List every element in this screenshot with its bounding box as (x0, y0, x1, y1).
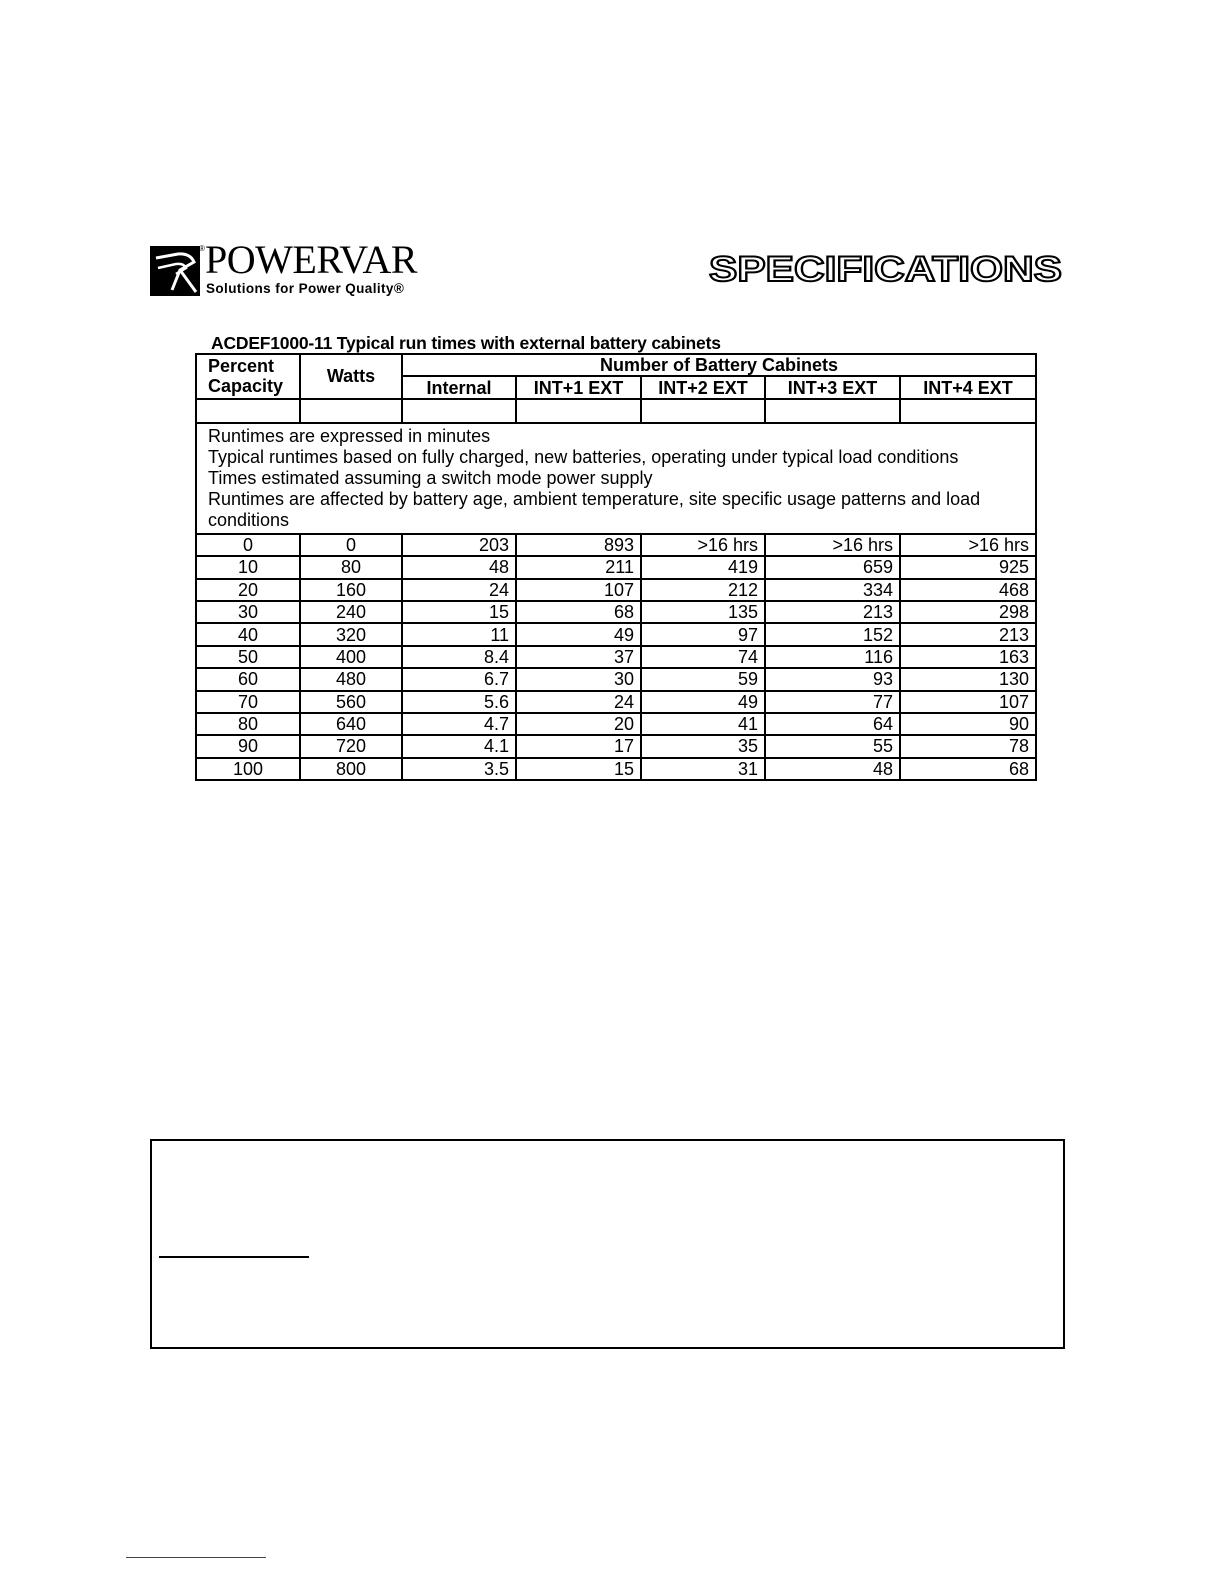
cell-int-1-ext: 893 (516, 534, 641, 556)
cell-int-2-ext: 74 (641, 646, 765, 668)
cell-percent: 40 (196, 623, 300, 645)
cell-int-2-ext: 419 (641, 556, 765, 578)
cell-int-4-ext: 298 (900, 601, 1036, 623)
cell-percent: 100 (196, 758, 300, 780)
cell-int-4-ext: 130 (900, 668, 1036, 690)
cell-int-2-ext: 212 (641, 579, 765, 601)
cell-int-3-ext: 213 (765, 601, 900, 623)
cell-internal: 203 (402, 534, 516, 556)
cell-internal: 6.7 (402, 668, 516, 690)
cell-watts: 160 (300, 579, 402, 601)
table-row (196, 556, 1036, 578)
table-row (196, 713, 1036, 735)
header-percent-capacity: Percent Capacity (196, 354, 300, 399)
table-row (196, 668, 1036, 690)
header-internal: Internal (402, 376, 516, 398)
registered-mark: ® (199, 244, 205, 253)
note-line: Runtimes are expressed in minutes (208, 425, 491, 446)
cell-int-1-ext: 37 (516, 646, 641, 668)
cell-int-2-ext: 49 (641, 691, 765, 713)
runtime-table (195, 353, 1037, 781)
notes-cell (196, 423, 1036, 534)
cell-percent: 80 (196, 713, 300, 735)
note-line: Times estimated assuming a switch mode power supply (208, 467, 653, 488)
cell-int-1-ext: 30 (516, 668, 641, 690)
blank-cell (516, 399, 641, 423)
cell-int-2-ext: 135 (641, 601, 765, 623)
cell-watts: 80 (300, 556, 402, 578)
cell-percent: 50 (196, 646, 300, 668)
cell-int-4-ext: 90 (900, 713, 1036, 735)
cell-int-4-ext: 107 (900, 691, 1036, 713)
page-heading (706, 246, 1066, 290)
note-line: Runtimes are affected by battery age, ambient temperature, site specific usage patterns and load conditions (208, 488, 981, 530)
cell-int-1-ext: 107 (516, 579, 641, 601)
cell-int-1-ext: 68 (516, 601, 641, 623)
cell-int-2-ext: >16 hrs (641, 534, 765, 556)
cell-internal: 4.7 (402, 713, 516, 735)
cell-int-3-ext: 48 (765, 758, 900, 780)
header-row-1 (196, 354, 1036, 376)
cell-int-2-ext: 97 (641, 623, 765, 645)
bottom-box (150, 1139, 1065, 1349)
powervar-logo (150, 237, 450, 298)
cell-int-2-ext: 59 (641, 668, 765, 690)
cell-int-3-ext: 334 (765, 579, 900, 601)
cell-int-4-ext: >16 hrs (900, 534, 1036, 556)
table-row (196, 601, 1036, 623)
header-int-1-ext: INT+1 EXT (516, 376, 641, 398)
cell-internal: 15 (402, 601, 516, 623)
cell-internal: 24 (402, 579, 516, 601)
note-line: Typical runtimes based on fully charged, new batteries, operating under typical load conditions (208, 446, 959, 467)
blank-row (196, 399, 1036, 423)
cell-percent: 10 (196, 556, 300, 578)
notes-row (196, 423, 1036, 534)
logo-tagline: Solutions for Power Quality® (206, 281, 405, 296)
cell-int-1-ext: 17 (516, 735, 641, 757)
cell-int-3-ext: 55 (765, 735, 900, 757)
cell-watts: 0 (300, 534, 402, 556)
page-heading-text: SPECIFICATIONS (709, 250, 1062, 289)
cell-watts: 240 (300, 601, 402, 623)
header-int-4-ext: INT+4 EXT (900, 376, 1036, 398)
cell-percent: 70 (196, 691, 300, 713)
cell-internal: 48 (402, 556, 516, 578)
cell-int-3-ext: 77 (765, 691, 900, 713)
logo-wordmark: POWERVAR (205, 237, 418, 282)
cell-int-4-ext: 78 (900, 735, 1036, 757)
cell-int-3-ext: 659 (765, 556, 900, 578)
cell-watts: 320 (300, 623, 402, 645)
cell-int-2-ext: 41 (641, 713, 765, 735)
cell-percent: 30 (196, 601, 300, 623)
cell-internal: 3.5 (402, 758, 516, 780)
cell-int-4-ext: 213 (900, 623, 1036, 645)
cell-int-1-ext: 15 (516, 758, 641, 780)
blank-cell (402, 399, 516, 423)
cell-int-1-ext: 211 (516, 556, 641, 578)
cell-int-1-ext: 20 (516, 713, 641, 735)
table-row (196, 646, 1036, 668)
cell-internal: 4.1 (402, 735, 516, 757)
cell-int-3-ext: 93 (765, 668, 900, 690)
bottom-box-rule (159, 1256, 309, 1258)
cell-internal: 5.6 (402, 691, 516, 713)
table-row (196, 735, 1036, 757)
cell-watts: 480 (300, 668, 402, 690)
cell-int-3-ext: 116 (765, 646, 900, 668)
cell-watts: 400 (300, 646, 402, 668)
blank-cell (196, 399, 300, 423)
blank-cell (900, 399, 1036, 423)
cell-int-3-ext: 64 (765, 713, 900, 735)
table-row (196, 691, 1036, 713)
cell-int-1-ext: 49 (516, 623, 641, 645)
header-int-2-ext: INT+2 EXT (641, 376, 765, 398)
blank-cell (641, 399, 765, 423)
cell-int-3-ext: 152 (765, 623, 900, 645)
cell-int-2-ext: 35 (641, 735, 765, 757)
blank-cell (765, 399, 900, 423)
cell-int-3-ext: >16 hrs (765, 534, 900, 556)
cell-int-4-ext: 163 (900, 646, 1036, 668)
table-title: ACDEF1000-11 Typical run times with external battery cabinets (211, 333, 721, 353)
cell-watts: 720 (300, 735, 402, 757)
footer-rule (126, 1557, 266, 1558)
cell-int-4-ext: 925 (900, 556, 1036, 578)
cell-watts: 800 (300, 758, 402, 780)
powervar-logo-icon (150, 246, 200, 296)
header-battery-cabinets: Number of Battery Cabinets (402, 354, 1036, 376)
header-watts: Watts (300, 354, 402, 399)
cell-int-4-ext: 68 (900, 758, 1036, 780)
header-int-3-ext: INT+3 EXT (765, 376, 900, 398)
cell-internal: 11 (402, 623, 516, 645)
cell-percent: 60 (196, 668, 300, 690)
table-row (196, 758, 1036, 780)
cell-percent: 90 (196, 735, 300, 757)
table-row (196, 534, 1036, 556)
table-row (196, 623, 1036, 645)
cell-percent: 0 (196, 534, 300, 556)
cell-int-2-ext: 31 (641, 758, 765, 780)
cell-int-4-ext: 468 (900, 579, 1036, 601)
cell-internal: 8.4 (402, 646, 516, 668)
cell-watts: 560 (300, 691, 402, 713)
cell-watts: 640 (300, 713, 402, 735)
blank-cell (300, 399, 402, 423)
cell-int-1-ext: 24 (516, 691, 641, 713)
table-row (196, 579, 1036, 601)
cell-percent: 20 (196, 579, 300, 601)
